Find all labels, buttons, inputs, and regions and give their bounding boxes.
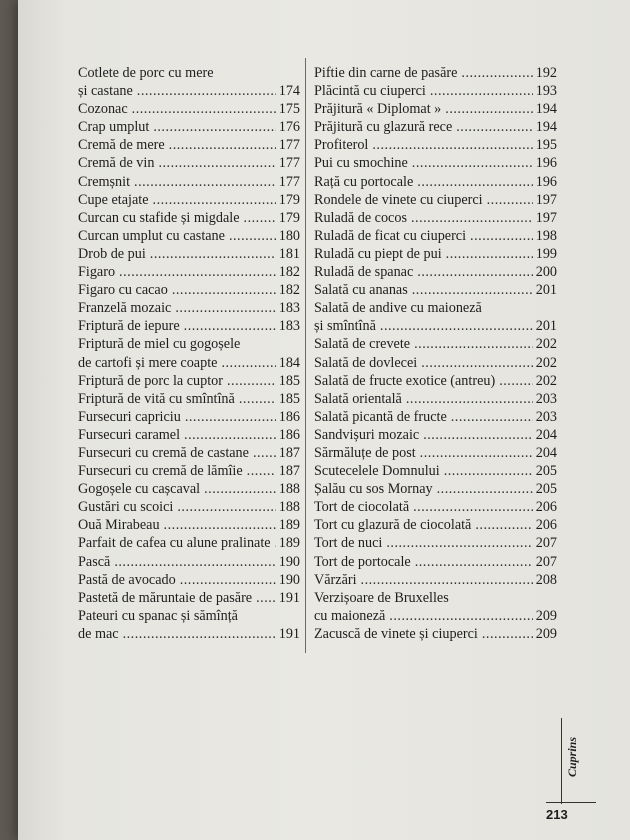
toc-entry-page: 190 <box>278 553 300 570</box>
toc-entry-title: Profiterol <box>314 137 369 154</box>
dot-leader <box>437 480 533 498</box>
toc-entry <box>78 571 300 589</box>
toc-entry <box>78 426 300 444</box>
dot-leader <box>415 553 533 571</box>
dot-leader <box>184 426 276 444</box>
toc-entry-title: Fursecuri capriciu <box>78 408 181 425</box>
toc-entry-page: 208 <box>535 571 557 588</box>
toc-entry-title: Vărzări <box>314 571 357 588</box>
toc-entry-page: 186 <box>278 408 300 425</box>
toc-entry-title: de mac <box>78 625 119 642</box>
dot-leader <box>153 191 276 209</box>
dot-leader <box>461 64 532 82</box>
toc-entry-title: Curcan cu stafide și migdale <box>78 209 240 226</box>
toc-entry <box>314 571 557 589</box>
dot-leader <box>172 281 276 299</box>
toc-entry-title: Șalău cu sos Mornay <box>314 481 433 498</box>
toc-entry-page: 191 <box>278 589 300 606</box>
toc-entry-title: Tort de ciocolată <box>314 499 410 516</box>
toc-entry <box>78 173 300 191</box>
toc-entry <box>78 390 300 408</box>
dot-leader <box>361 571 533 589</box>
toc-right-column <box>314 64 557 643</box>
toc-entry-title: Salată de fructe exotice (antreu) <box>314 372 496 389</box>
toc-entry-title: Plăcintă cu ciuperci <box>314 83 426 100</box>
page-number: 213 <box>546 807 568 822</box>
toc-entry <box>78 82 300 100</box>
toc-entry-title: Cremșnit <box>78 173 131 190</box>
toc-entry-title: Friptură de iepure <box>78 318 180 335</box>
toc-entry <box>78 299 300 317</box>
toc-entry-page: 175 <box>278 101 300 118</box>
section-tab-rule <box>561 718 562 804</box>
toc-entry <box>314 625 557 643</box>
toc-entry <box>78 136 300 154</box>
toc-entry-title: Pască <box>78 553 111 570</box>
column-divider <box>305 58 306 653</box>
toc-entry-title: Drob de pui <box>78 245 146 262</box>
toc-entry-page: 195 <box>535 137 557 154</box>
dot-leader <box>412 281 533 299</box>
toc-entry <box>314 281 557 299</box>
section-title: Cuprins <box>565 736 579 778</box>
toc-entry <box>314 64 557 82</box>
toc-entry-page: 183 <box>278 300 300 317</box>
dot-leader <box>444 462 533 480</box>
toc-entry-page: 207 <box>535 553 557 570</box>
toc-entry <box>314 534 557 552</box>
toc-entry <box>314 118 557 136</box>
toc-entry-title: Scutecelele Domnului <box>314 463 440 480</box>
toc-entry-page: 182 <box>278 282 300 299</box>
toc-entry-title: Gustări cu scoici <box>78 499 174 516</box>
toc-entry <box>314 462 557 480</box>
dot-leader <box>451 408 533 426</box>
toc-entry <box>78 408 300 426</box>
toc-entry-page: 186 <box>278 426 300 443</box>
toc-entry <box>314 100 557 118</box>
toc-entry-title: cu maioneză <box>314 607 386 624</box>
toc-entry-title: Tort de portocale <box>314 553 411 570</box>
toc-entry-lead: Salată de andive cu maioneză <box>314 300 482 317</box>
toc-entry-page: 196 <box>535 155 557 172</box>
toc-entry-page: 200 <box>535 264 557 281</box>
toc-entry-title: Sărmăluțe de post <box>314 444 416 461</box>
toc-entry <box>314 227 557 245</box>
footer-rule <box>546 802 596 803</box>
dot-leader <box>169 136 276 154</box>
toc-entry <box>78 462 300 480</box>
toc-entry-page: 201 <box>535 318 557 335</box>
toc-entry <box>78 154 300 172</box>
dot-leader <box>475 516 532 534</box>
toc-entry-page: 197 <box>535 209 557 226</box>
toc-entry <box>78 498 300 516</box>
dot-leader <box>430 82 533 100</box>
toc-entry <box>78 100 300 118</box>
toc-entry-page: 197 <box>535 191 557 208</box>
toc-entry-page: 185 <box>278 390 300 407</box>
dot-leader <box>164 516 276 534</box>
toc-entry-page: 194 <box>535 101 557 118</box>
dot-leader <box>227 372 276 390</box>
dot-leader <box>445 100 532 118</box>
book-page <box>18 0 630 840</box>
toc-entry-title: Piftie din carne de pasăre <box>314 65 458 81</box>
toc-entry <box>314 607 557 625</box>
toc-entry-page: 191 <box>278 625 300 642</box>
dot-leader <box>275 534 276 552</box>
toc-entry-page: 190 <box>278 571 300 588</box>
dot-leader <box>253 444 276 462</box>
toc-entry-title: și castane <box>78 83 133 100</box>
toc-entry-title: Ruladă de spanac <box>314 264 414 281</box>
toc-entry <box>78 444 300 462</box>
toc-entry <box>314 82 557 100</box>
dot-leader <box>456 118 532 136</box>
dot-leader <box>256 589 276 607</box>
toc-entry-title: Pastă de avocado <box>78 571 176 588</box>
dot-leader <box>177 498 275 516</box>
toc-entry-page: 194 <box>535 119 557 136</box>
toc-entry-page: 180 <box>278 227 300 244</box>
dot-leader <box>423 426 533 444</box>
toc-entry <box>314 245 557 263</box>
toc-entry-lead: Pateuri cu spanac și sămînță <box>78 607 238 624</box>
dot-leader <box>221 354 275 372</box>
toc-entry <box>314 553 557 571</box>
toc-entry-page: 199 <box>535 245 557 262</box>
toc-entry-page: 206 <box>535 499 557 516</box>
toc-entry-page: 206 <box>535 517 557 534</box>
toc-entry-page: 196 <box>535 173 557 190</box>
toc-entry-title: Fursecuri caramel <box>78 426 181 443</box>
dot-leader <box>380 317 533 335</box>
dot-leader <box>184 317 276 335</box>
toc-entry-title: Salată de dovlecei <box>314 354 418 371</box>
toc-entry-page: 182 <box>278 264 300 281</box>
dot-leader <box>158 154 275 172</box>
section-tab <box>561 718 579 796</box>
toc-entry-title: Salată orientală <box>314 390 402 407</box>
toc-entry-title: Friptură de porc la cuptor <box>78 372 223 389</box>
toc-entry-title: Prăjitură cu glazură rece <box>314 119 453 136</box>
dot-leader <box>417 263 532 281</box>
toc-entry <box>78 589 300 607</box>
toc-entry-page: 177 <box>278 155 300 172</box>
toc-entry-page: 209 <box>535 625 557 642</box>
toc-entry-title: Parfait de cafea cu alune pralinate <box>78 535 271 552</box>
toc-entry <box>314 154 557 172</box>
toc-entry-lead: Friptură de miel cu gogoșele <box>78 336 241 353</box>
dot-leader <box>446 245 533 263</box>
dot-leader <box>134 173 276 191</box>
toc-entry-title: Fursecuri cu cremă de lămîie <box>78 463 243 480</box>
toc-entry <box>314 408 557 426</box>
dot-leader <box>389 607 532 625</box>
toc-entry-page: 187 <box>278 463 300 480</box>
toc-entry-page: 176 <box>278 119 300 136</box>
toc-entry-page: 179 <box>278 191 300 208</box>
toc-entry-title: Cupe etajate <box>78 191 149 208</box>
toc-entry-page: 189 <box>278 535 300 552</box>
toc-entry <box>78 245 300 263</box>
toc-entry-title: Cremă de mere <box>78 137 165 154</box>
dot-leader <box>119 263 276 281</box>
dot-leader <box>420 444 533 462</box>
toc-entry <box>314 317 557 335</box>
dot-leader <box>132 100 276 118</box>
toc-entry-page: 209 <box>535 607 557 624</box>
toc-entry <box>314 390 557 408</box>
dot-leader <box>417 173 532 191</box>
toc-entry-title: Tort de nuci <box>314 535 383 552</box>
toc-entry-page: 183 <box>278 318 300 335</box>
dot-leader <box>470 227 533 245</box>
dot-leader <box>153 118 275 136</box>
toc-entry <box>78 516 300 534</box>
toc-entry <box>314 426 557 444</box>
dot-leader <box>185 408 276 426</box>
toc-entry-title: Salată picantă de fructe <box>314 408 447 425</box>
toc-entry <box>78 227 300 245</box>
toc-entry-page: 187 <box>278 444 300 461</box>
toc-entry <box>314 191 557 209</box>
toc-entry-title: și smîntînă <box>314 318 376 335</box>
toc-entry-title: Fursecuri cu cremă de castane <box>78 444 249 461</box>
toc-entry <box>78 317 300 335</box>
toc-entry-page: 192 <box>535 65 557 81</box>
toc-entry-title: Zacuscă de vinete și ciuperci <box>314 625 478 642</box>
toc-entry-title: Curcan umplut cu castane <box>78 227 225 244</box>
toc-entry-title: Ruladă cu piept de pui <box>314 245 442 262</box>
toc-entry-title: Ruladă de ficat cu ciuperci <box>314 227 467 244</box>
toc-entry-page: 202 <box>535 336 557 353</box>
toc-entry-page: 174 <box>278 83 300 100</box>
toc-entry-page: 203 <box>535 390 557 407</box>
toc-entry-title: Salată de crevete <box>314 336 411 353</box>
dot-leader <box>150 245 276 263</box>
toc-entry <box>78 480 300 498</box>
toc-entry-page: 185 <box>278 372 300 389</box>
toc-entry <box>314 354 557 372</box>
toc-entry-page: 202 <box>535 372 557 389</box>
toc-entry-lead: Cotlete de porc cu mere <box>78 65 214 81</box>
toc-entry <box>78 263 300 281</box>
toc-entry <box>78 372 300 390</box>
toc-entry-title: Gogoșele cu cașcaval <box>78 481 201 498</box>
toc-entry-page: 181 <box>278 245 300 262</box>
dot-leader <box>414 335 533 353</box>
toc-entry-title: de cartofi și mere coapte <box>78 354 218 371</box>
toc-entry <box>314 335 557 353</box>
toc-entry <box>314 372 557 390</box>
toc-entry-page: 189 <box>278 517 300 534</box>
dot-leader <box>180 571 276 589</box>
toc-entry-title: Figaro cu cacao <box>78 282 168 299</box>
dot-leader <box>499 372 533 390</box>
toc-entry-page: 193 <box>535 83 557 100</box>
toc-entry-title: Cozonac <box>78 101 128 118</box>
dot-leader <box>411 209 533 227</box>
toc-entry <box>78 625 300 643</box>
toc-entry-page: 204 <box>535 444 557 461</box>
dot-leader <box>229 227 276 245</box>
toc-left-column <box>78 64 300 643</box>
toc-entry-title: Figaro <box>78 264 116 281</box>
dot-leader <box>412 154 533 172</box>
toc-entry-page: 184 <box>278 354 300 371</box>
toc-entry-page: 205 <box>535 481 557 498</box>
dot-leader <box>487 191 533 209</box>
toc-entry-title: Friptură de vită cu smîntînă <box>78 390 235 407</box>
dot-leader <box>482 625 533 643</box>
toc-entry-title: Tort cu glazură de ciocolată <box>314 517 472 534</box>
toc-entry-page: 177 <box>278 137 300 154</box>
toc-entry <box>78 534 300 552</box>
toc-entry <box>314 480 557 498</box>
dot-leader <box>244 209 276 227</box>
toc-entry-lead: Verzișoare de Bruxelles <box>314 589 449 606</box>
dot-leader <box>413 498 533 516</box>
toc-entry-page: 198 <box>535 227 557 244</box>
toc-entry <box>78 118 300 136</box>
toc-entry <box>314 263 557 281</box>
toc-entry-page: 177 <box>278 173 300 190</box>
toc-entry-title: Cremă de vin <box>78 155 155 172</box>
toc-entry-title: Salată cu ananas <box>314 282 408 299</box>
toc-entry-title: Pui cu smochine <box>314 155 408 172</box>
toc-entry <box>314 444 557 462</box>
toc-entry <box>78 281 300 299</box>
toc-entry-title: Pastetă de măruntaie de pasăre <box>78 589 253 606</box>
toc-entry-title: Crap umplut <box>78 119 150 136</box>
toc-entry <box>78 553 300 571</box>
dot-leader <box>421 354 533 372</box>
toc-entry <box>314 498 557 516</box>
toc-entry-page: 204 <box>535 426 557 443</box>
toc-entry-page: 188 <box>278 499 300 516</box>
dot-leader <box>247 462 276 480</box>
dot-leader <box>137 82 276 100</box>
toc-entry <box>314 136 557 154</box>
toc-entry <box>314 209 557 227</box>
dot-leader <box>123 625 276 643</box>
toc-entry-title: Ouă Mirabeau <box>78 517 160 534</box>
toc-entry <box>314 173 557 191</box>
toc-entry <box>78 209 300 227</box>
toc-entry <box>78 191 300 209</box>
toc-entry-title: Franzelă mozaic <box>78 300 172 317</box>
dot-leader <box>406 390 533 408</box>
dot-leader <box>114 553 275 571</box>
toc-entry-title: Sandvișuri mozaic <box>314 426 420 443</box>
toc-entry-title: Prăjitură « Diplomat » <box>314 101 442 118</box>
toc-entry-page: 179 <box>278 209 300 226</box>
dot-leader <box>372 136 532 154</box>
toc-entry-page: 201 <box>535 282 557 299</box>
toc-entry-page: 203 <box>535 408 557 425</box>
toc-entry-page: 207 <box>535 535 557 552</box>
dot-leader <box>386 534 532 552</box>
toc-entry-title: Rondele de vinete cu ciuperci <box>314 191 483 208</box>
toc-entry-title: Rață cu portocale <box>314 173 414 190</box>
toc-entry-page: 188 <box>278 481 300 498</box>
dot-leader <box>175 299 275 317</box>
toc-entry <box>314 516 557 534</box>
toc-entry-page: 205 <box>535 463 557 480</box>
dot-leader <box>204 480 276 498</box>
toc-entry-page: 202 <box>535 354 557 371</box>
dot-leader <box>239 390 276 408</box>
toc-entry <box>78 354 300 372</box>
toc-entry-title: Ruladă de cocos <box>314 209 407 226</box>
